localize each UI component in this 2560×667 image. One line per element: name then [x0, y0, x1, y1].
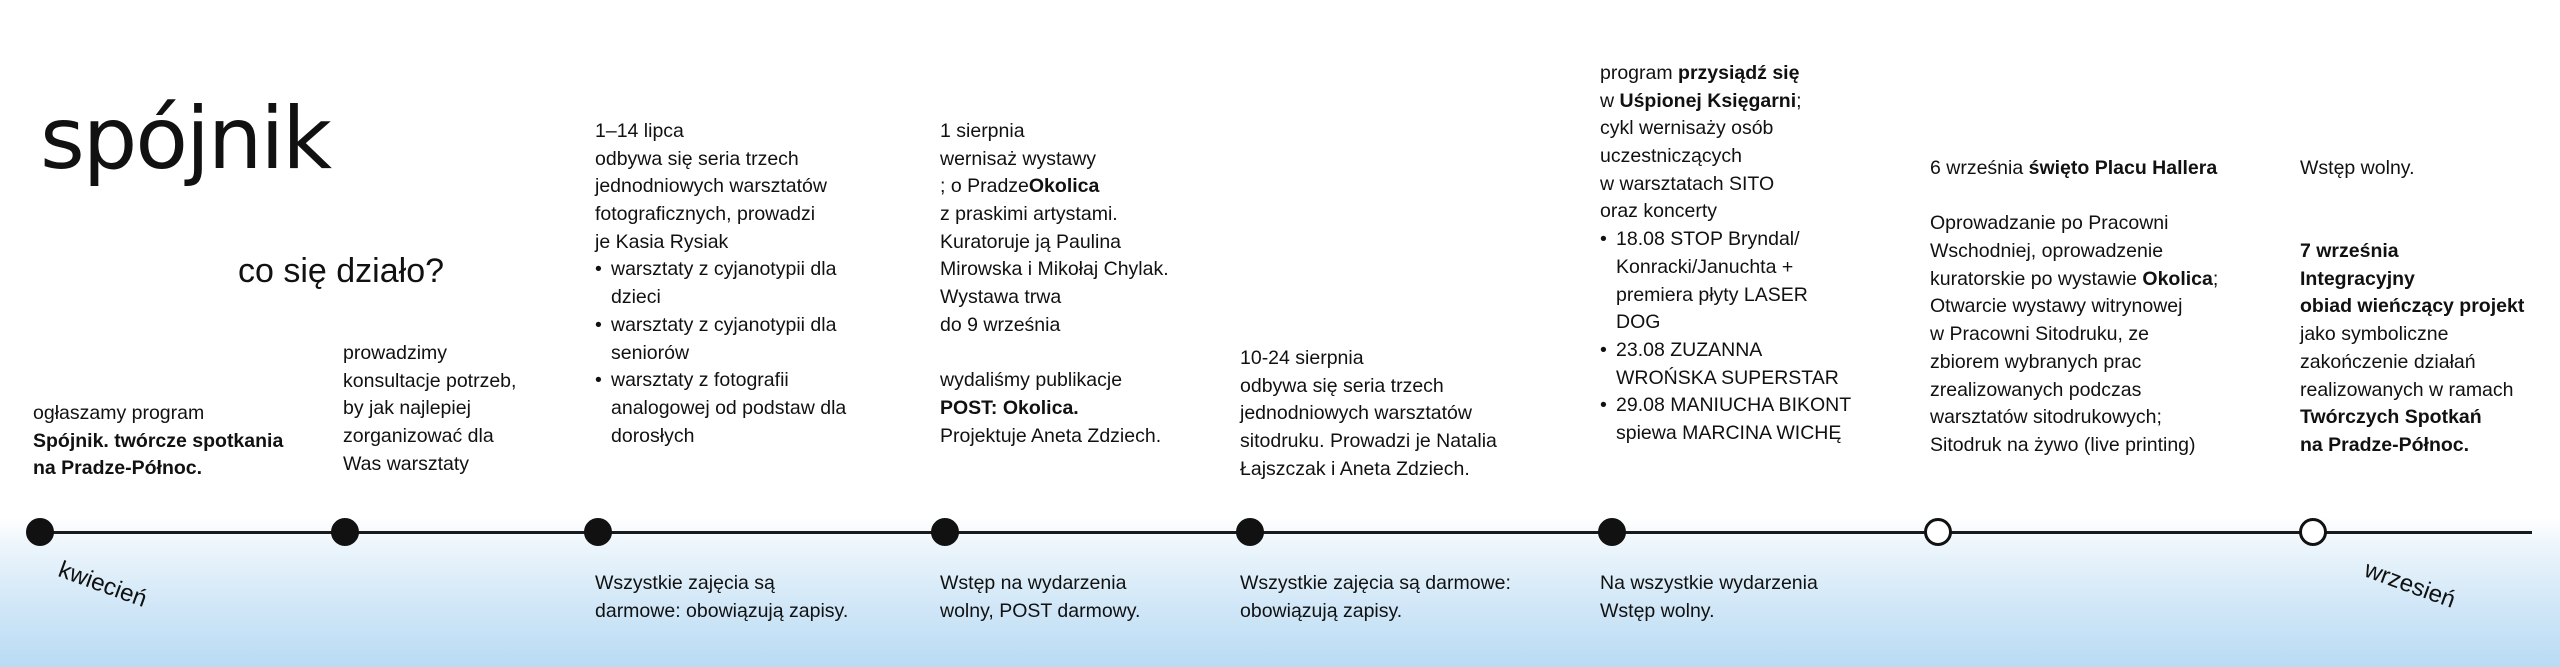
entry-bullet-continuation: seniorów — [611, 341, 690, 364]
entry-bullet-continuation: analogowej od podstaw dla — [611, 396, 847, 419]
timeline-entry-col-3 — [595, 118, 895, 450]
entry-emphasis: Uśpionej Księgarni — [1619, 89, 1797, 112]
timeline-note-note-4 — [1600, 570, 1880, 625]
entry-bullet-list — [1600, 226, 1860, 448]
entry-emphasis: na Pradze-Północ. — [2300, 433, 2470, 456]
entry-line: zbiorem wybranych prac — [1930, 350, 2142, 373]
entry-line: Kuratoruje ją Paulina — [940, 230, 1122, 253]
timeline-entry-col-4 — [940, 118, 1225, 450]
entry-line — [2300, 404, 2550, 432]
entry-line: sitodruku. Prowadzi je Natalia — [1240, 430, 1497, 453]
entry-line: ; o PradzeOkolica — [940, 175, 1100, 198]
timeline-node-6[interactable] — [1598, 518, 1626, 546]
entry-emphasis: Spójnik. twórcze spotkania — [33, 429, 284, 452]
entry-line: z praskimi artystami. — [940, 203, 1118, 226]
entry-bullet-continuation: DOG — [1616, 311, 1661, 334]
entry-line: by jak najlepiej — [343, 397, 471, 420]
entry-bullet-item: • 18.08 STOP Bryndal/ — [1600, 226, 1860, 254]
entry-line: w Pracowni Sitodruku, ze — [1930, 323, 2149, 346]
entry-line: 6 września święto Placu Hallera — [1930, 157, 2218, 179]
entry-line: uczestniczących — [1600, 145, 1742, 168]
entry-line: odbywa się seria trzech — [595, 147, 799, 170]
entry-line: ogłaszamy program — [33, 402, 205, 424]
entry-line: 10-24 sierpnia — [1240, 347, 1364, 369]
entry-line: do 9 września — [940, 313, 1061, 336]
entry-line: jako symboliczne — [2300, 323, 2449, 346]
entry-emphasis: Twórczych Spotkań — [2300, 406, 2482, 429]
entry-bullet-list — [595, 256, 895, 450]
entry-emphasis: obiad wieńczący projekt — [2300, 295, 2525, 318]
timeline-month-end: wrzesień — [2360, 556, 2459, 614]
note-line: Wszystkie zajęcia są darmowe: — [1240, 572, 1511, 594]
entry-line: jednodniowych warsztatów — [1240, 402, 1472, 425]
timeline-month-start: kwiecień — [54, 556, 151, 613]
timeline-note-note-1 — [595, 570, 895, 625]
entry-line: warsztatów sitodrukowych; — [1930, 406, 2162, 429]
timeline-entry-col-2 — [343, 340, 553, 478]
timeline-node-1[interactable] — [26, 518, 54, 546]
timeline-node-8[interactable] — [2299, 518, 2327, 546]
timeline-entry-col-1 — [33, 400, 323, 483]
timeline-node-5[interactable] — [1236, 518, 1264, 546]
entry-line: Wschodniej, oprowadzenie — [1930, 240, 2164, 263]
entry-bullet-continuation: spiewa MARCINA WICHĘ — [1616, 421, 1842, 444]
entry-bullet-item: • 23.08 ZUZANNA — [1600, 337, 1860, 365]
entry-line: oraz koncerty — [1600, 200, 1718, 223]
note-line: darmowe: obowiązują zapisy. — [595, 599, 849, 622]
entry-line: zorganizować dla — [343, 425, 494, 448]
entry-line: Łajszczak i Aneta Zdziech. — [1240, 457, 1470, 480]
entry-bullet-continuation: WROŃSKA SUPERSTAR — [1616, 366, 1839, 389]
entry-line: cykl wernisaży osób — [1600, 117, 1774, 140]
entry-bullet-item: • warsztaty z cyjanotypii dla — [595, 312, 895, 340]
entry-bullet-continuation: dorosłych — [611, 424, 695, 447]
entry-line: jednodniowych warsztatów — [595, 175, 827, 198]
entry-line: je Kasia Rysiak — [595, 230, 729, 253]
entry-line: zrealizowanych podczas — [1930, 378, 2142, 401]
entry-line: konsultacje potrzeb, — [343, 369, 517, 392]
timeline-entry-col-8 — [2300, 155, 2550, 460]
timeline-note-note-2 — [940, 570, 1220, 625]
entry-emphasis: Integracyjny — [2300, 267, 2415, 290]
note-line: Wszystkie zajęcia są — [595, 572, 775, 594]
timeline-axis — [38, 531, 2532, 534]
entry-bullet-item: • warsztaty z cyjanotypii dla — [595, 256, 895, 284]
timeline-node-3[interactable] — [584, 518, 612, 546]
entry-line: Wstęp wolny. — [2300, 157, 2415, 179]
entry-line: kuratorskie po wystawie Okolica; — [1930, 267, 2219, 290]
entry-line: fotograficznych, prowadzi — [595, 203, 816, 226]
entry-bullet-continuation: premiera płyty LASER — [1616, 283, 1808, 306]
entry-line: w warsztatach SITO — [1600, 172, 1775, 195]
entry-line: odbywa się seria trzech — [1240, 374, 1444, 397]
entry-line — [2300, 266, 2550, 294]
entry-line: w Uśpionej Księgarni; — [1600, 89, 1802, 112]
entry-line — [33, 455, 323, 483]
entry-line: wydaliśmy publikacje — [940, 369, 1123, 392]
entry-bullet-continuation: Konracki/Januchta + — [1616, 255, 1794, 278]
timeline-node-4[interactable] — [931, 518, 959, 546]
entry-emphasis: święto Placu Hallera — [2028, 157, 2218, 179]
entry-line: zakończenie działań — [2300, 350, 2476, 373]
note-line: wolny, POST darmowy. — [940, 599, 1141, 622]
timeline-entry-col-5 — [1240, 345, 1550, 483]
entry-emphasis: na Pradze-Północ. — [33, 457, 203, 480]
entry-line: 1 sierpnia — [940, 120, 1025, 142]
entry-line: Projektuje Aneta Zdziech. — [940, 424, 1162, 447]
entry-line: Wystawa trwa — [940, 286, 1062, 309]
entry-line: Mirowska i Mikołaj Chylak. — [940, 258, 1169, 281]
poster-subtitle: co się działo? — [238, 252, 445, 290]
entry-emphasis: Okolica — [2142, 267, 2213, 290]
entry-bullet-item: • warsztaty z fotografii — [595, 367, 895, 395]
entry-emphasis: POST: Okolica. — [940, 396, 1079, 419]
entry-line: Sitodruk na żywo (live printing) — [1930, 433, 2196, 456]
spacer — [2300, 183, 2550, 211]
entry-line: 1–14 lipca — [595, 120, 684, 142]
entry-line — [2300, 293, 2550, 321]
entry-line — [2300, 432, 2550, 460]
entry-bullet-item: • 29.08 MANIUCHA BIKONT — [1600, 392, 1860, 420]
timeline-entry-col-6 — [1600, 60, 1860, 448]
note-line: Na wszystkie wydarzenia — [1600, 572, 1818, 594]
entry-line: prowadzimy — [343, 342, 448, 364]
timeline-entry-col-7 — [1930, 155, 2260, 460]
entry-line: wernisaż wystawy — [940, 147, 1097, 170]
timeline-note-note-3 — [1240, 570, 1550, 625]
entry-emphasis: 7 września — [2300, 240, 2399, 263]
entry-line: Was warsztaty — [343, 452, 470, 475]
brand-logo: spójnik — [40, 89, 331, 189]
entry-bullet-continuation: dzieci — [611, 286, 661, 309]
note-line: obowiązują zapisy. — [1240, 599, 1403, 622]
entry-line — [940, 395, 1225, 423]
timeline-node-7[interactable] — [1924, 518, 1952, 546]
entry-emphasis: Okolica — [1028, 175, 1100, 198]
entry-line: Otwarcie wystawy witrynowej — [1930, 295, 2183, 318]
spacer — [940, 340, 1225, 368]
spacer — [1930, 183, 2260, 211]
entry-line — [33, 428, 323, 456]
timeline-node-2[interactable] — [331, 518, 359, 546]
entry-line: Oprowadzanie po Pracowni — [1930, 212, 2169, 235]
note-line: Wstęp na wydarzenia — [940, 572, 1127, 594]
entry-line: program przysiądź się — [1600, 62, 1800, 84]
spacer — [2300, 210, 2550, 238]
note-line: Wstęp wolny. — [1600, 599, 1715, 622]
entry-emphasis: przysiądź się — [1678, 62, 1800, 84]
entry-line: realizowanych w ramach — [2300, 378, 2514, 401]
entry-line — [2300, 238, 2550, 266]
